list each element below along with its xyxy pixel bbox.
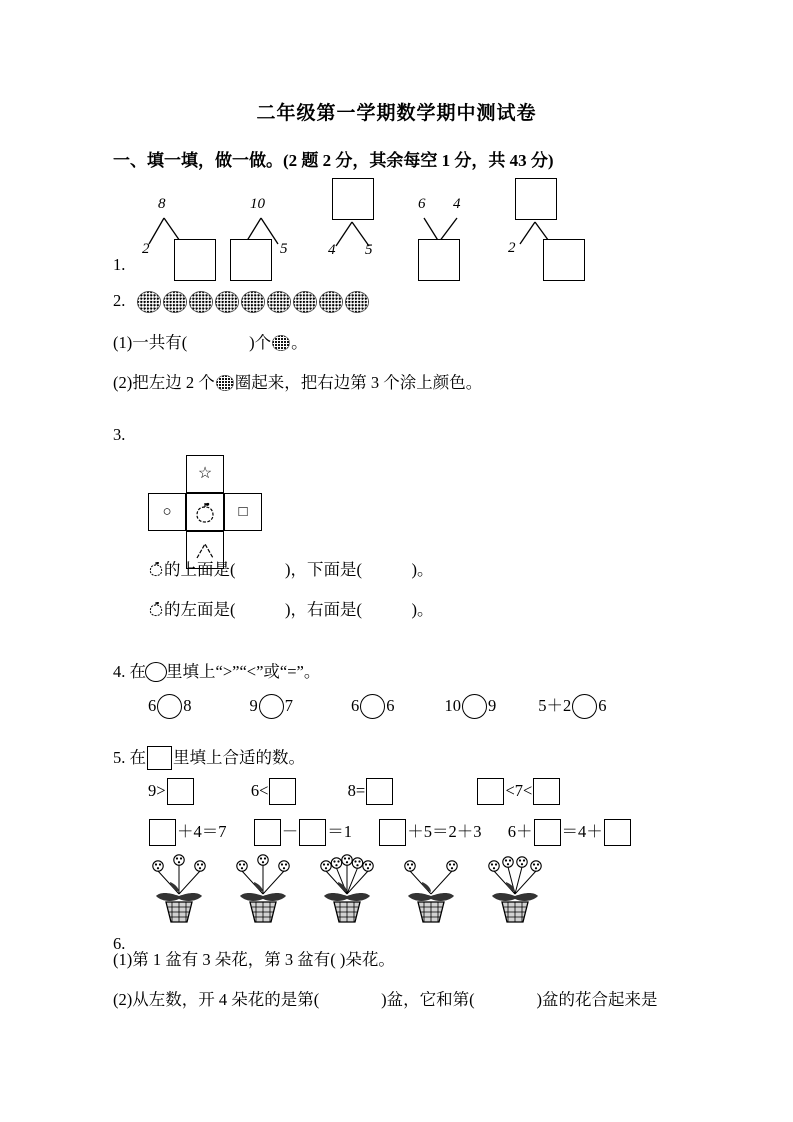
q5-eq4-blank-a[interactable] bbox=[534, 819, 561, 846]
q2-sub2-suffix: 圈起来，把右边第 3 个涂上颜色。 bbox=[234, 373, 483, 392]
bond-4-left: 6 bbox=[418, 196, 426, 212]
q5-item3-before: 8= bbox=[347, 781, 366, 800]
q5-item1-before: 9> bbox=[148, 781, 166, 800]
bond-2-right: 5 bbox=[280, 241, 288, 257]
q5-item-3 bbox=[348, 781, 395, 800]
q4-left-operand: 6 bbox=[148, 696, 157, 715]
q3-line-2 bbox=[148, 600, 434, 620]
q5-eq3-blank[interactable] bbox=[379, 819, 406, 846]
q6-sub-1: (1)第 1 盆有 3 朵花，第 3 盆有( )朵花。 bbox=[113, 950, 395, 969]
q5-eq4-before: 6＋ bbox=[507, 822, 533, 841]
q5-blank-1[interactable] bbox=[167, 778, 194, 805]
q4-left-operand: 10 bbox=[444, 696, 461, 715]
textured-ball-icon bbox=[272, 335, 290, 351]
q5-prompt-b: 里填上合适的数。 bbox=[173, 748, 305, 767]
q4-comparison-item bbox=[445, 696, 497, 715]
page-title: 二年级第一学期数学期中测试卷 bbox=[256, 102, 537, 124]
textured-ball-icon bbox=[137, 291, 161, 313]
textured-ball-icon bbox=[319, 291, 343, 313]
flower-pot-icon bbox=[400, 852, 462, 924]
q5-item4-mid: <7< bbox=[505, 781, 533, 800]
bond-1-left: 2 bbox=[142, 241, 150, 257]
question-3-number: 3. bbox=[113, 425, 126, 444]
apple-icon bbox=[148, 600, 164, 617]
flower-pot-icon bbox=[316, 852, 378, 924]
q4-prompt-a: 在 bbox=[129, 662, 146, 681]
q5-eq4-mid: ＝4＋ bbox=[561, 822, 603, 841]
q5-eq-4 bbox=[508, 822, 632, 841]
apple-icon bbox=[148, 560, 164, 577]
bond-1-right-blank[interactable] bbox=[174, 239, 216, 281]
q3-line2-a: 的左面是( bbox=[164, 600, 236, 619]
q5-item-1 bbox=[148, 781, 195, 800]
q2-sub1-mid: )个 bbox=[249, 333, 272, 352]
q4-right-operand: 8 bbox=[183, 696, 192, 715]
q4-prompt-b: 里填上“>”“<”或“=”。 bbox=[166, 662, 321, 681]
bond-4-bottom-blank[interactable] bbox=[418, 239, 460, 281]
q5-eq2-after: ＝1 bbox=[327, 822, 352, 841]
bond-3-left: 4 bbox=[328, 242, 336, 258]
flower-pot bbox=[148, 852, 210, 924]
number-bond-5 bbox=[508, 182, 633, 277]
q5-eq-2 bbox=[253, 822, 352, 841]
circle-icon: ○ bbox=[162, 503, 172, 520]
flower-pot bbox=[400, 852, 462, 924]
q2-sub1-suffix: 。 bbox=[291, 333, 308, 352]
q5-eq1-blank[interactable] bbox=[149, 819, 176, 846]
bond-2-left-blank[interactable] bbox=[230, 239, 272, 281]
question-6-number: 6. bbox=[113, 934, 126, 953]
triangle-icon bbox=[194, 540, 216, 560]
q4-left-operand: 9 bbox=[249, 696, 258, 715]
apple-icon bbox=[194, 500, 216, 524]
q5-row-1 bbox=[148, 778, 561, 805]
flower-pot-icon bbox=[148, 852, 210, 924]
flower-pot bbox=[484, 852, 546, 924]
q2-sub1-prefix: (1)一共有( bbox=[113, 333, 188, 352]
question-5-number: 5. bbox=[113, 748, 126, 767]
blank-circle-icon bbox=[145, 662, 167, 682]
q3-line1-c: )。 bbox=[411, 560, 434, 579]
textured-ball-icon bbox=[345, 291, 369, 313]
textured-ball-icon bbox=[215, 291, 239, 313]
square-icon: □ bbox=[238, 503, 248, 520]
comparison-blank-circle[interactable] bbox=[259, 694, 284, 719]
q3-line-1 bbox=[148, 560, 434, 580]
ball-group bbox=[137, 291, 369, 313]
comparison-blank-circle[interactable] bbox=[462, 694, 487, 719]
net-cell-top bbox=[186, 455, 224, 493]
q4-left-operand: 6 bbox=[351, 696, 360, 715]
q4-right-operand: 7 bbox=[284, 696, 293, 715]
textured-ball-icon bbox=[267, 291, 291, 313]
question-1-number: 1. bbox=[113, 255, 126, 274]
flower-pot-icon bbox=[232, 852, 294, 924]
net-cell-right bbox=[224, 493, 262, 531]
comparison-blank-circle[interactable] bbox=[157, 694, 182, 719]
flower-pot bbox=[232, 852, 294, 924]
question-5-prompt bbox=[113, 744, 305, 770]
q5-prompt-a: 在 bbox=[129, 748, 146, 767]
q4-comparison-item bbox=[351, 696, 395, 715]
question-4-prompt bbox=[113, 658, 320, 682]
q5-eq-1 bbox=[148, 822, 227, 841]
flower-pot bbox=[316, 852, 378, 924]
bond-1-top: 8 bbox=[158, 196, 166, 212]
q5-row-2 bbox=[148, 818, 632, 846]
net-cell-center bbox=[186, 493, 224, 531]
flower-pot-group bbox=[148, 852, 546, 924]
q6-sub2-a: (2)从左数，开 4 朵花的是第( bbox=[113, 990, 320, 1009]
net-cell-left bbox=[148, 493, 186, 531]
q5-eq1-after: ＋4＝7 bbox=[177, 822, 227, 841]
star-icon: ☆ bbox=[197, 465, 213, 482]
q4-comparison-item bbox=[250, 696, 294, 715]
blank-square-icon bbox=[147, 746, 172, 770]
q3-line2-b: )，右面是( bbox=[285, 600, 362, 619]
q5-eq4-blank-b[interactable] bbox=[604, 819, 631, 846]
q5-blank-2[interactable] bbox=[269, 778, 296, 805]
cube-net-diagram bbox=[148, 455, 262, 569]
q5-item2-before: 6< bbox=[250, 781, 269, 800]
q4-comparison-item bbox=[538, 696, 606, 715]
question-4-number: 4. bbox=[113, 662, 126, 681]
q5-blank-3[interactable] bbox=[366, 778, 393, 805]
section-heading-1: 一、填一填，做一做。(2 题 2 分，其余每空 1 分，共 43 分) bbox=[113, 151, 554, 170]
textured-ball-icon bbox=[241, 291, 265, 313]
q5-eq3-after: ＋5＝2＋3 bbox=[407, 822, 482, 841]
q6-sub2-b: )盆，它和第( bbox=[381, 990, 475, 1009]
q3-line2-c: )。 bbox=[411, 600, 434, 619]
q3-line1-a: 的上面是( bbox=[164, 560, 236, 579]
bond-4-right: 4 bbox=[453, 196, 461, 212]
bond-5-right-blank[interactable] bbox=[543, 239, 585, 281]
textured-ball-icon bbox=[163, 291, 187, 313]
q5-eq2-mid: － bbox=[281, 822, 299, 841]
q2-sub-2 bbox=[113, 373, 482, 393]
flower-pot-icon bbox=[484, 852, 546, 924]
bond-2-top: 10 bbox=[250, 196, 265, 212]
comparison-blank-circle[interactable] bbox=[572, 694, 597, 719]
q5-eq2-blank-a[interactable] bbox=[254, 819, 281, 846]
bond-5-left: 2 bbox=[508, 240, 516, 256]
q4-comparison-item bbox=[148, 696, 192, 715]
textured-ball-icon bbox=[216, 375, 234, 391]
textured-ball-icon bbox=[293, 291, 317, 313]
q6-sub2-c: )盆的花合起来是 bbox=[536, 990, 658, 1009]
q6-sub-2 bbox=[113, 990, 657, 1010]
q2-sub-1 bbox=[113, 333, 308, 353]
textured-ball-icon bbox=[189, 291, 213, 313]
q3-line1-b: )，下面是( bbox=[285, 560, 362, 579]
q5-blank-4a[interactable] bbox=[477, 778, 504, 805]
comparison-blank-circle[interactable] bbox=[360, 694, 385, 719]
q4-right-operand: 6 bbox=[386, 696, 395, 715]
q2-sub2-prefix: (2)把左边 2 个 bbox=[113, 373, 215, 392]
q5-item-4 bbox=[476, 781, 561, 800]
q4-left-operand: 5＋2 bbox=[538, 696, 572, 715]
q5-blank-4b[interactable] bbox=[533, 778, 560, 805]
q5-item-2 bbox=[251, 781, 298, 800]
q4-right-operand: 9 bbox=[488, 696, 497, 715]
bond-3-right: 5 bbox=[365, 242, 373, 258]
q4-right-operand: 6 bbox=[598, 696, 607, 715]
q5-eq2-blank-b[interactable] bbox=[299, 819, 326, 846]
q4-comparison-row bbox=[148, 692, 607, 719]
question-2-number: 2. bbox=[113, 291, 126, 310]
q5-eq-3 bbox=[378, 822, 481, 841]
